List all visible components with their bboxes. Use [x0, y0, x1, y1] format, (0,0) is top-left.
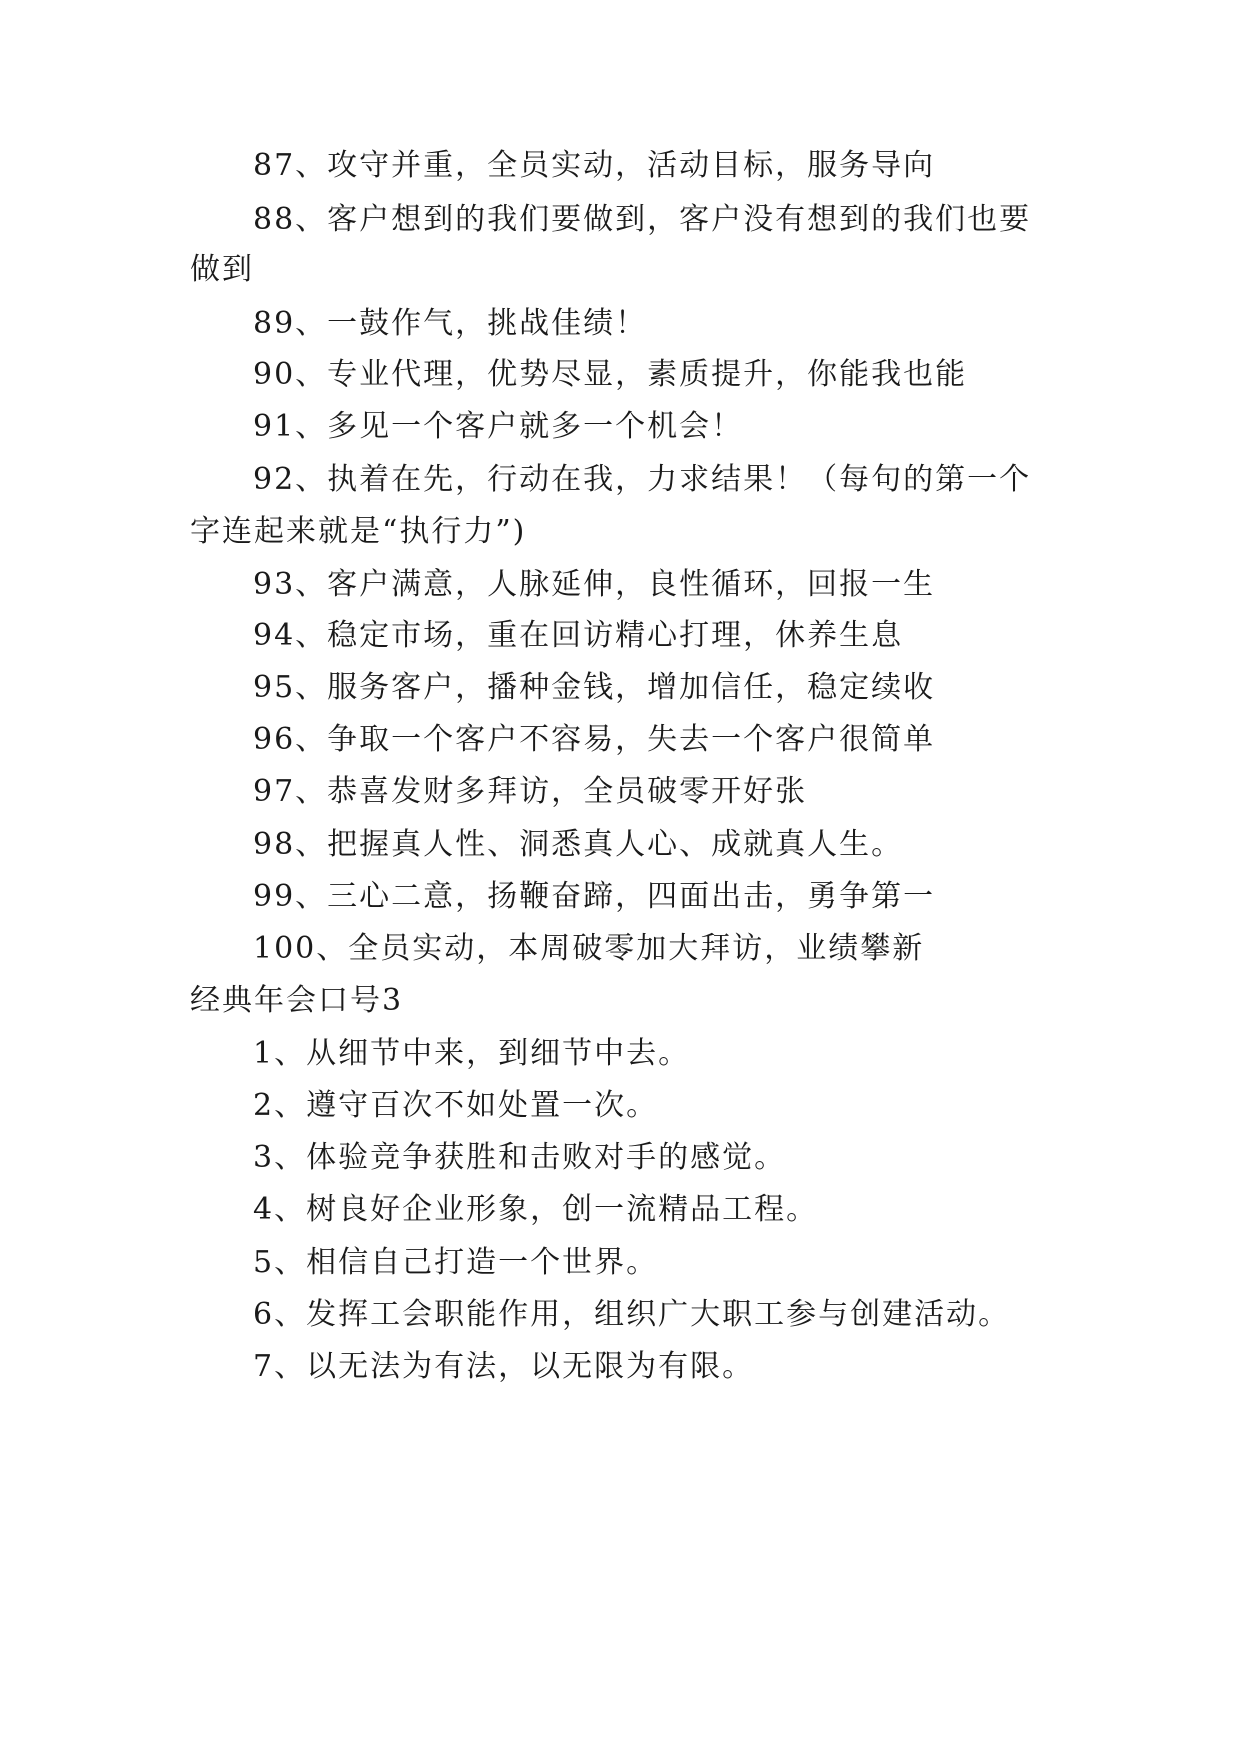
section-slogan-2: 2、遵守百次不如处置一次。: [253, 1088, 659, 1123]
slogan-99: 99、三心二意，扬鞭奋蹄，四面出击，勇争第一: [253, 879, 936, 914]
section-slogan-3: 3、体验竞争获胜和击败对手的感觉。: [253, 1140, 787, 1175]
section-slogan-5: 5、相信自己打造一个世界。: [253, 1245, 659, 1280]
section-slogan-4: 4、树良好企业形象，创一流精品工程。: [253, 1192, 819, 1227]
slogan-90: 90、专业代理，优势尽显，素质提升，你能我也能: [253, 357, 968, 392]
slogan-96: 96、争取一个客户不容易，失去一个客户很简单: [253, 722, 936, 757]
section-slogan-1: 1、从细节中来，到细节中去。: [253, 1036, 691, 1071]
slogan-95: 95、服务客户，播种金钱，增加信任，稳定续收: [253, 670, 936, 705]
slogan-92-continued: 字连起来就是“执行力”): [190, 514, 527, 549]
slogan-89: 89、一鼓作气，挑战佳绩！: [253, 306, 648, 341]
slogan-88-continued: 做到: [190, 252, 254, 287]
slogan-88: 88、客户想到的我们要做到，客户没有想到的我们也要: [253, 202, 1032, 237]
slogan-94: 94、稳定市场，重在回访精心打理，休养生息: [253, 618, 904, 653]
section-slogan-7: 7、以无法为有法，以无限为有限。: [253, 1349, 755, 1384]
slogan-100: 100、全员实动，本周破零加大拜访，业绩攀新: [253, 931, 925, 966]
section-slogan-6: 6、发挥工会职能作用，组织广大职工参与创建活动。: [253, 1297, 1011, 1332]
slogan-98: 98、把握真人性、洞悉真人心、成就真人生。: [253, 827, 904, 862]
slogan-91: 91、多见一个客户就多一个机会！: [253, 409, 744, 444]
slogan-93: 93、客户满意，人脉延伸，良性循环，回报一生: [253, 567, 936, 602]
section-title: 经典年会口号3: [190, 983, 404, 1018]
slogan-92: 92、执着在先，行动在我，力求结果！（每句的第一个: [253, 462, 1032, 497]
slogan-87: 87、攻守并重，全员实动，活动目标，服务导向: [253, 148, 936, 183]
slogan-97: 97、恭喜发财多拜访，全员破零开好张: [253, 774, 808, 809]
